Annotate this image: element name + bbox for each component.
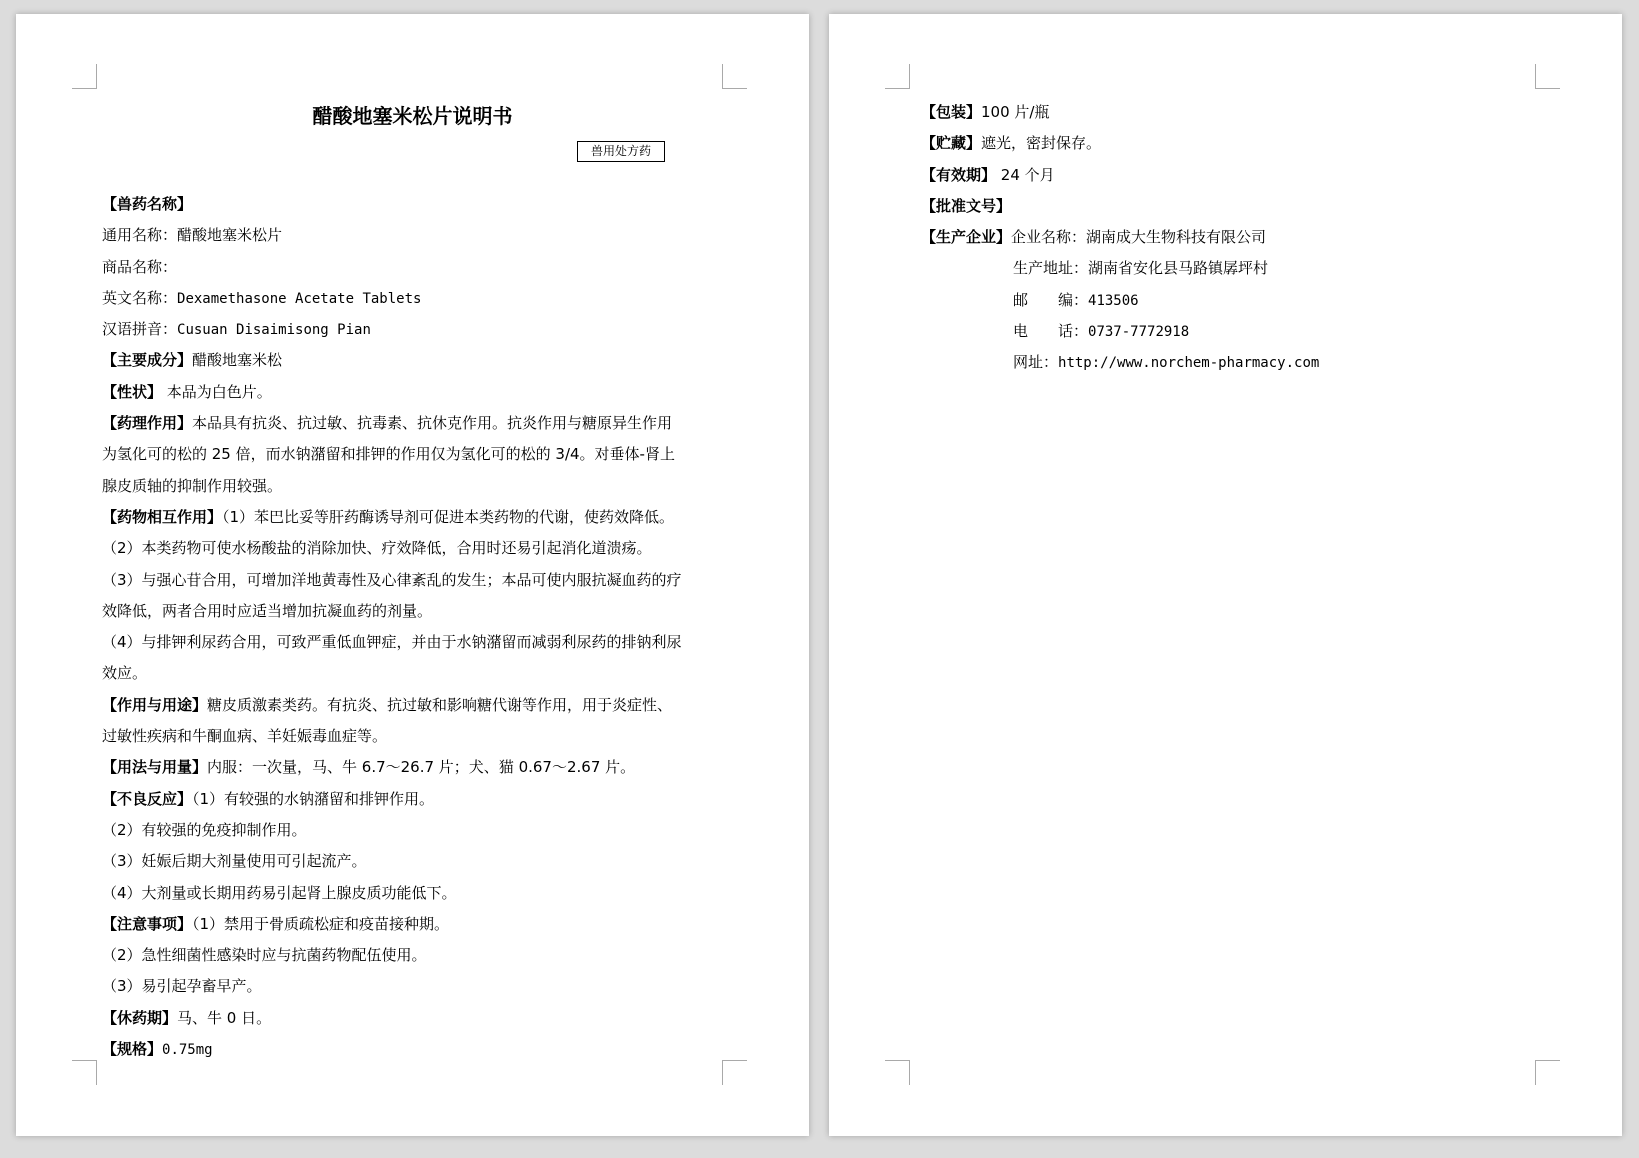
field-label: 汉语拼音： [102, 320, 178, 339]
field-label: 英文名称： [102, 288, 178, 307]
field-label: 通用名称： [102, 226, 178, 245]
page-2-body [921, 97, 1541, 379]
section-heading: 【药理作用】 [102, 414, 193, 433]
section-heading: 【注意事项】 [102, 914, 193, 933]
section-heading: 【药物相互作用】 [102, 507, 223, 526]
paragraph-text: （1）苯巴比妥等肝药酶诱导剂可促进本类药物的代谢，使药效降低。 [222, 507, 675, 526]
paragraph-line: 为氢化可的松的 25 倍，而水钠潴留和排钾的作用仅为氢化可的松的 3/4。对垂体-肾上 [102, 445, 675, 464]
paragraph-text: 马、牛 0 日。 [177, 1008, 272, 1027]
paragraph-text: 本品具有抗炎、抗过敏、抗毒素、抗休克作用。抗炎作用与糖原异生作用 [192, 414, 673, 433]
storage: 遮光，密封保存。 [981, 134, 1102, 153]
website-line [921, 347, 1541, 378]
section-heading: 【作用与用途】 [102, 695, 208, 714]
crop-mark [1535, 1060, 1560, 1085]
generic-name-line [102, 220, 738, 251]
paragraph-line: （2）本类药物可使水杨酸盐的消除加快、疗效降低，合用时还易引起消化道溃疡。 [102, 539, 652, 558]
section-heading: 【主要成分】 [102, 351, 193, 370]
section-heading: 【有效期】 [921, 165, 997, 184]
field-label: 网址： [1013, 353, 1059, 372]
paragraph-line: 腺皮质轴的抑制作用较强。 [102, 476, 283, 495]
address-line [921, 253, 1541, 284]
paragraph-line: （3）与强心苷合用，可增加洋地黄毒性及心律紊乱的发生；本品可使内服抗凝血药的疗 [102, 570, 682, 589]
ingredient: 醋酸地塞米松 [192, 351, 283, 370]
english-name: Dexamethasone Acetate Tablets [177, 290, 422, 307]
section-heading: 【兽药名称】 [102, 195, 193, 213]
prescription-badge: 兽用处方药 [577, 141, 665, 162]
section-usage [102, 690, 738, 721]
paragraph-line: 过敏性疾病和牛酮血病、羊妊娠毒血症等。 [102, 727, 388, 746]
package: 100 片/瓶 [981, 103, 1050, 121]
website: http://www.norchem-pharmacy.com [1058, 355, 1320, 372]
paragraph-line: （2）有较强的免疫抑制作用。 [102, 820, 307, 839]
section-heading: 【休药期】 [102, 1008, 178, 1027]
section-withdrawal [102, 1003, 738, 1034]
section-heading: 【贮藏】 [921, 134, 982, 153]
phone: 0737-7772918 [1088, 324, 1190, 341]
section-character [102, 377, 738, 408]
section-maker [921, 222, 1541, 253]
section-dosage [102, 752, 738, 783]
field-label: 企业名称： [1011, 228, 1087, 247]
validity: 24 个月 [996, 165, 1055, 184]
section-validity [921, 160, 1541, 191]
paragraph-line: （3）妊娠后期大剂量使用可引起流产。 [102, 852, 367, 871]
crop-mark [72, 64, 97, 89]
company-name: 湖南成大生物科技有限公司 [1086, 228, 1267, 247]
crop-mark [722, 64, 747, 89]
section-vet-name [102, 189, 738, 220]
section-storage [921, 128, 1541, 159]
paragraph-text: （1）有较强的水钠潴留和排钾作用。 [192, 789, 435, 808]
section-caution [102, 909, 738, 940]
section-heading: 【规格】 [102, 1040, 163, 1059]
paragraph-text: 内服：一次量，马、牛 6.7～26.7 片；犬、猫 0.67～2.67 片。 [207, 758, 636, 777]
field-label: 电 话： [1013, 322, 1089, 341]
section-heading: 【批准文号】 [921, 196, 1012, 215]
paragraph-line: （4）大剂量或长期用药易引起肾上腺皮质功能低下。 [102, 883, 457, 902]
field-label: 生产地址： [1013, 259, 1089, 278]
postcode: 413506 [1088, 292, 1139, 309]
crop-mark [72, 1060, 97, 1085]
paragraph-line: （4）与排钾利尿药合用，可致严重低血钾症，并由于水钠潴留而减弱利尿药的排钠利尿 [102, 633, 682, 652]
document-page-2 [829, 14, 1622, 1136]
pinyin-line [102, 314, 738, 345]
section-adverse [102, 784, 738, 815]
paragraph-text: 0.75mg [162, 1042, 213, 1059]
section-spec [102, 1034, 738, 1065]
section-heading: 【性状】 [102, 382, 163, 401]
section-interaction [102, 502, 738, 533]
section-package [921, 97, 1541, 128]
crop-mark [885, 64, 910, 89]
section-heading: 【包装】 [921, 103, 982, 121]
crop-mark [1535, 64, 1560, 89]
section-heading: 【不良反应】 [102, 789, 193, 808]
section-pharmacology [102, 408, 738, 439]
phone-line [921, 316, 1541, 347]
paragraph-line: 效应。 [102, 664, 148, 683]
trade-name-line [102, 252, 738, 283]
postcode-line [921, 285, 1541, 316]
paragraph-line: （2）急性细菌性感染时应与抗菌药物配伍使用。 [102, 946, 427, 965]
address: 湖南省安化县马路镇孱坪村 [1088, 259, 1269, 278]
field-label: 邮 编： [1013, 290, 1089, 309]
paragraph-line: （3）易引起孕畜早产。 [102, 977, 262, 996]
paragraph-text: 糖皮质激素类药。有抗炎、抗过敏和影响糖代谢等作用，用于炎症性、 [207, 695, 673, 714]
document-page-1 [16, 14, 809, 1136]
paragraph-text: （1）禁用于骨质疏松症和疫苗接种期。 [192, 914, 450, 933]
english-name-line [102, 283, 738, 314]
document-title: 醋酸地塞米松片说明书 [312, 104, 513, 128]
paragraph-line: 效降低，两者合用时应适当增加抗凝血药的剂量。 [102, 601, 433, 620]
generic-name: 醋酸地塞米松片 [177, 226, 283, 245]
field-label: 商品名称： [102, 257, 178, 276]
character: 本品为白色片。 [166, 382, 272, 401]
section-heading: 【用法与用量】 [102, 758, 208, 777]
section-ingredient [102, 345, 738, 376]
section-approval [921, 191, 1541, 222]
crop-mark [885, 1060, 910, 1085]
page-1-body [102, 189, 738, 1065]
section-heading: 【生产企业】 [921, 228, 1012, 247]
pinyin: Cusuan Disaimisong Pian [177, 322, 371, 339]
